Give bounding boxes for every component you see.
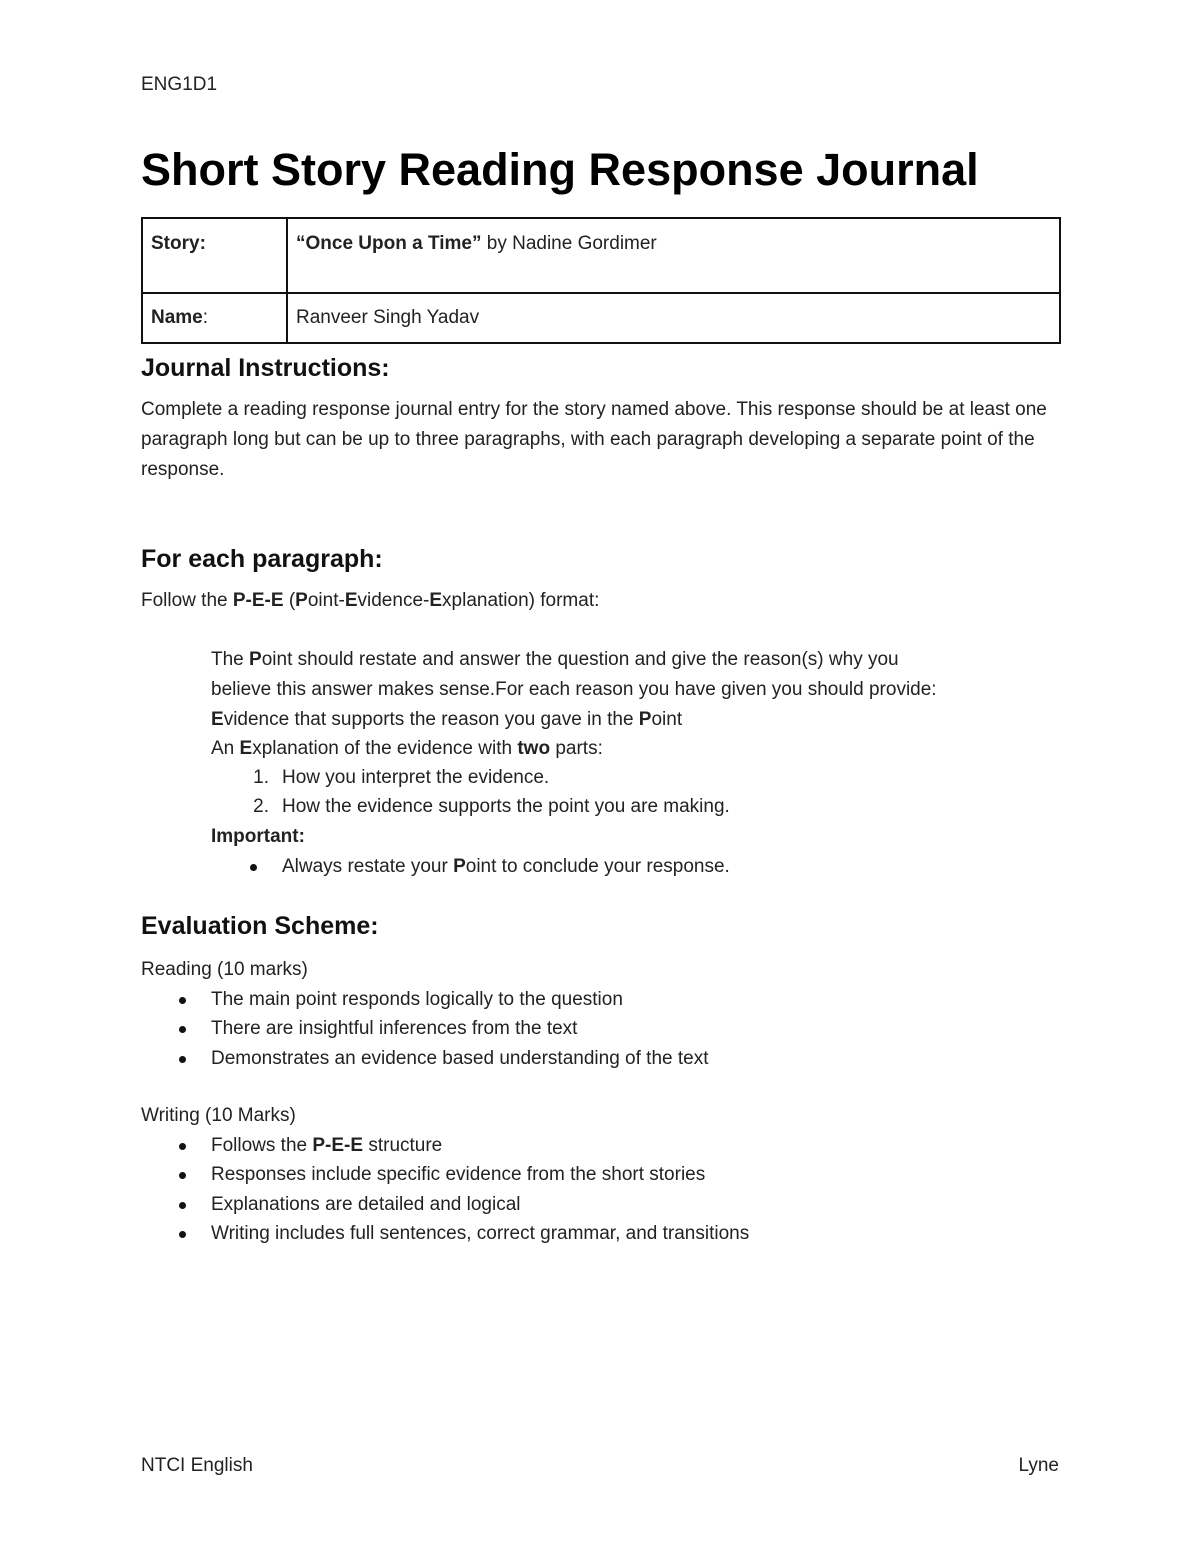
list-item: Explanations are detailed and logical [211, 1190, 749, 1219]
list-item: Responses include specific evidence from the short stories [211, 1160, 749, 1189]
course-code: ENG1D1 [141, 74, 218, 95]
story-value-cell [287, 218, 1060, 293]
name-label-colon: : [202, 307, 209, 328]
story-label: Story: [151, 233, 206, 254]
list-item: The main point responds logically to the question [211, 985, 709, 1014]
list-item: Always restate your Point to conclude your response. [282, 852, 730, 881]
explanation-instruction-line: An Explanation of the evidence with two parts: [211, 738, 603, 759]
name-label: Name [151, 307, 203, 328]
story-row [142, 218, 1060, 293]
footer-teacher: Lyne [1018, 1455, 1059, 1476]
footer-department: NTCI English [141, 1455, 253, 1476]
bullet-icon [179, 1231, 186, 1238]
writing-marks-label: Writing (10 Marks) [141, 1105, 296, 1126]
for-each-paragraph-heading: For each paragraph: [141, 545, 383, 573]
list-item: There are insightful inferences from the text [211, 1014, 709, 1043]
page-title: Short Story Reading Response Journal [141, 144, 979, 195]
list-item: 1. How you interpret the evidence. [282, 763, 730, 792]
list-item: Follows the P-E-E structure [211, 1131, 749, 1160]
list-number: 2. [253, 796, 269, 818]
bullet-icon [179, 1202, 186, 1209]
explanation-parts-list [253, 763, 730, 822]
list-item: Demonstrates an evidence based understanding of the text [211, 1044, 709, 1073]
name-row [142, 293, 1060, 343]
story-title: “Once Upon a Time” [296, 233, 482, 254]
student-name: Ranveer Singh Yadav [296, 307, 480, 328]
evaluation-scheme-heading: Evaluation Scheme: [141, 912, 379, 940]
bullet-icon [179, 997, 186, 1004]
bullet-icon [179, 1056, 186, 1063]
point-instruction-line-2: believe this answer makes sense.For each reason you have given you should provide: [211, 679, 937, 700]
pee-format-line: Follow the P-E-E (Point-Evidence-Explanation) format: [141, 590, 600, 611]
bullet-icon [179, 1026, 186, 1033]
important-list [282, 852, 730, 881]
story-label-cell [142, 218, 287, 293]
bullet-icon [179, 1143, 186, 1150]
journal-instructions-text: Complete a reading response journal entry for the story named above. This response should be at least one paragraph long but can be up to three paragraphs, with each paragraph developing a separate point of the response. [141, 399, 1047, 480]
point-instruction-line-1: The Point should restate and answer the question and give the reason(s) why you [211, 649, 899, 670]
bullet-icon [250, 864, 257, 871]
list-item: Writing includes full sentences, correct grammar, and transitions [211, 1219, 749, 1248]
reading-criteria-list [211, 985, 709, 1073]
writing-criteria-list [211, 1131, 749, 1249]
story-byline: by Nadine Gordimer [481, 233, 657, 254]
journal-instructions-heading: Journal Instructions: [141, 354, 390, 382]
name-label-cell [142, 293, 287, 343]
bullet-icon [179, 1172, 186, 1179]
reading-marks-label: Reading (10 marks) [141, 959, 308, 980]
name-value-cell [287, 293, 1060, 343]
important-label: Important: [211, 826, 305, 847]
story-info-table [141, 217, 1061, 344]
evidence-instruction-line: Evidence that supports the reason you gave in the Point [211, 709, 683, 730]
list-item: 2. How the evidence supports the point you are making. [282, 792, 730, 821]
list-number: 1. [253, 767, 269, 788]
